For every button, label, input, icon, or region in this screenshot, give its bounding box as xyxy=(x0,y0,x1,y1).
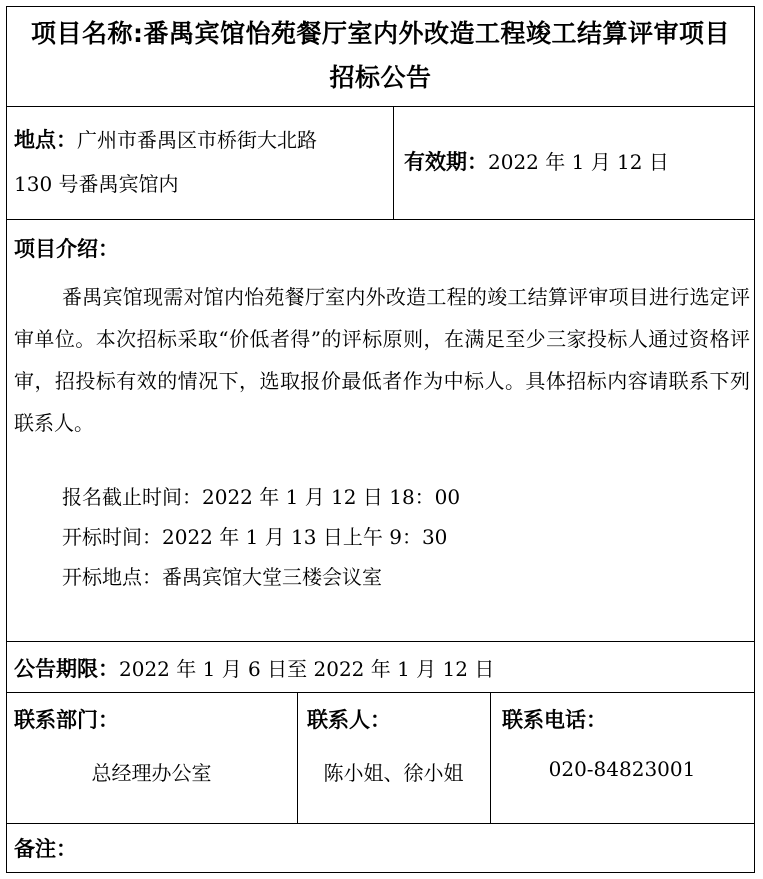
open-place-line: 开标地点：番禺宾馆大堂三楼会议室 xyxy=(62,565,382,589)
table-border-right xyxy=(754,6,755,873)
validity-cell xyxy=(404,146,754,176)
intro-label: 项目介绍： xyxy=(14,237,119,261)
open-time-line: 开标时间：2022 年 1 月 13 日上午 9：30 xyxy=(62,525,448,549)
dept-label: 联系部门： xyxy=(14,708,119,732)
phone-value: 020-84823001 xyxy=(548,757,696,781)
person-label: 联系人： xyxy=(307,708,391,732)
row-divider xyxy=(6,219,755,220)
person-value: 陈小姐、徐小姐 xyxy=(323,761,464,785)
remarks-label: 备注： xyxy=(14,837,77,861)
phone-label: 联系电话： xyxy=(502,708,607,732)
period-label: 公告期限： xyxy=(14,657,119,681)
location-line2: 130 号番禺宾馆内 xyxy=(14,172,179,196)
row-divider xyxy=(6,823,755,824)
validity-label: 有效期： xyxy=(404,150,488,174)
table-border-bottom xyxy=(6,872,755,873)
location-label: 地点： xyxy=(14,128,77,152)
location-cell xyxy=(14,118,386,206)
period-cell xyxy=(14,653,494,683)
dept-value: 总经理办公室 xyxy=(91,761,212,785)
intro-paragraph: 番禺宾馆现需对馆内怡苑餐厅室内外改造工程的竣工结算评审项目进行选定评审单位。本次招标采取“价低者得”的评标原则，在满足至少三家投标人通过资格评审，招投标有效的情况下，选取报价最低者作为中标人。具体招标内容请联系下列联系人。 xyxy=(14,285,750,435)
row-divider xyxy=(6,106,755,107)
document-title: 项目名称:番禺宾馆怡苑餐厅室内外改造工程竣工结算评审项目招标公告 xyxy=(31,19,730,92)
deadline-line: 报名截止时间：2022 年 1 月 12 日 18：00 xyxy=(62,485,461,509)
location-line1: 广州市番禺区市桥街大北路 xyxy=(77,128,317,152)
row-divider xyxy=(6,692,755,693)
column-divider xyxy=(393,106,394,219)
row-divider xyxy=(6,641,755,642)
table-border-left xyxy=(6,6,7,873)
validity-value: 2022 年 1 月 12 日 xyxy=(488,150,669,174)
period-value: 2022 年 1 月 6 日至 2022 年 1 月 12 日 xyxy=(119,657,495,681)
